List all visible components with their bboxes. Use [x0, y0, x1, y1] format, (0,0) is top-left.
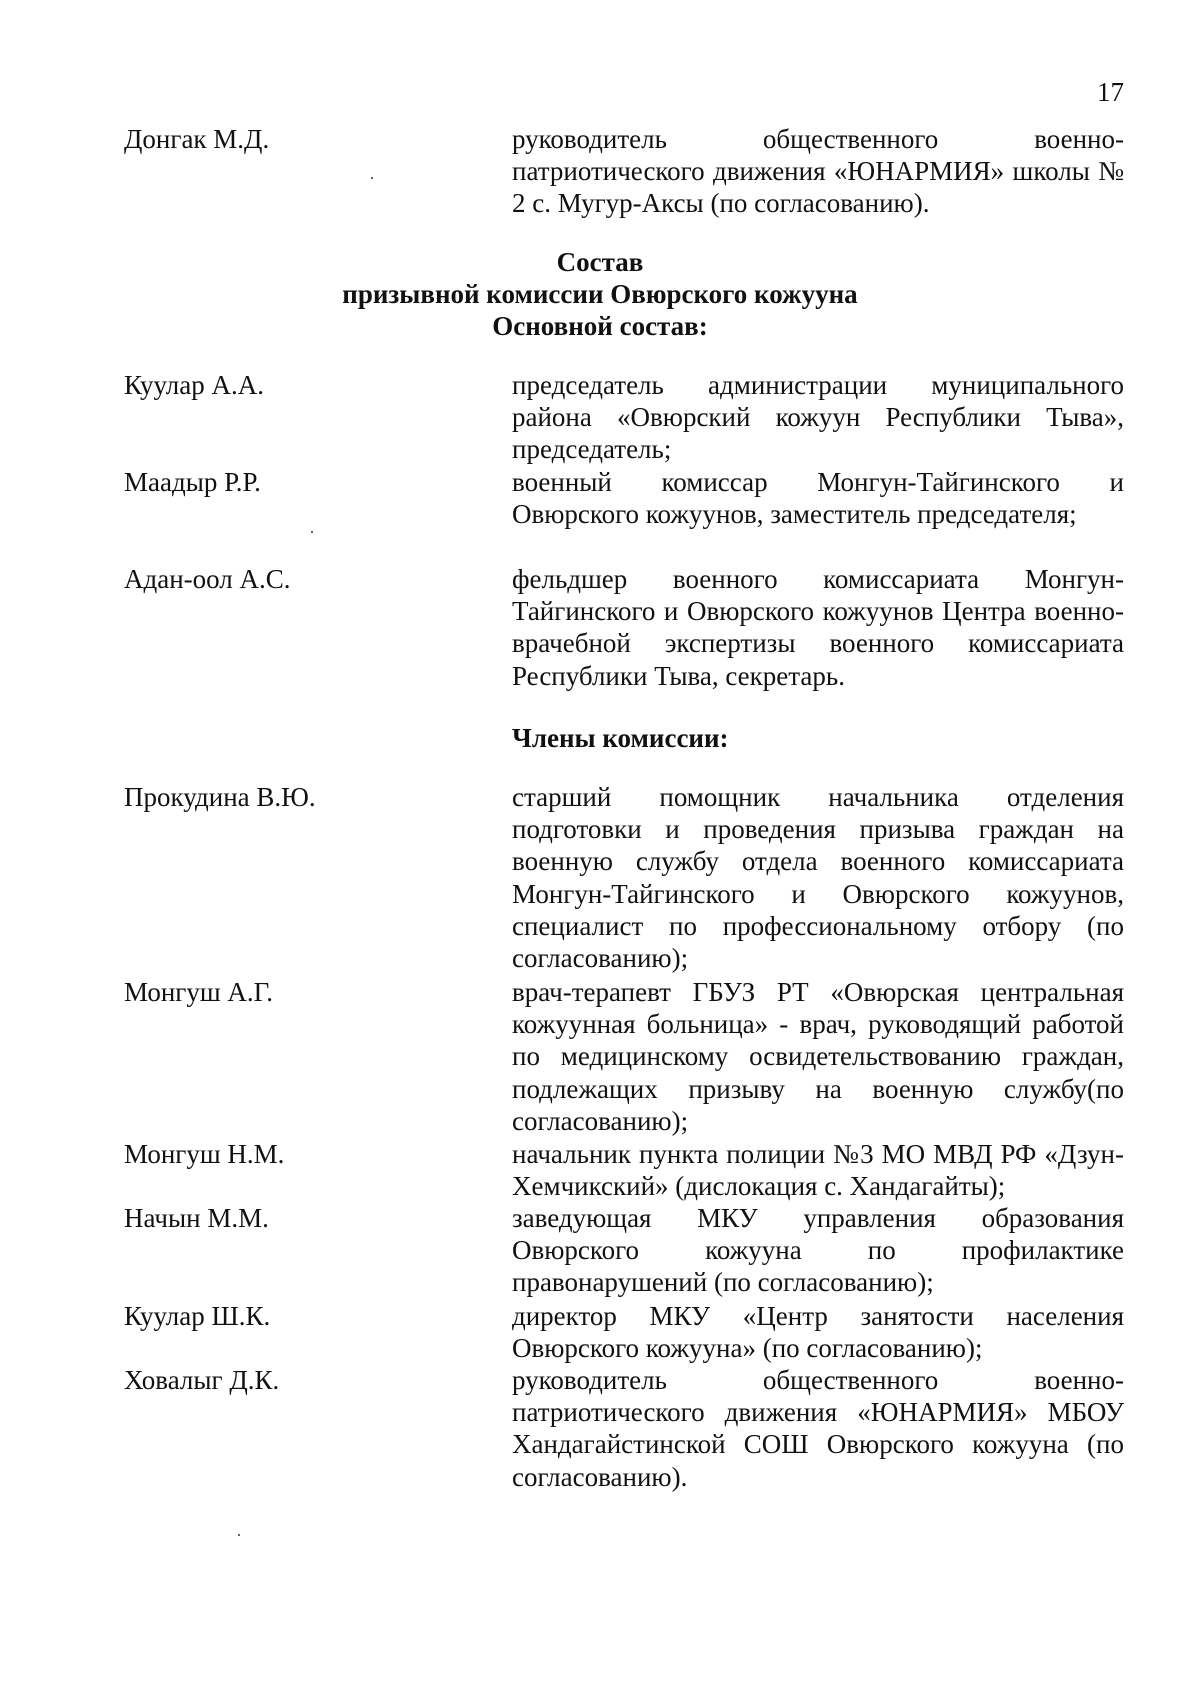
member-role: врач-терапевт ГБУЗ РТ «Овюрская центральная кожуунная больница» - врач, руководящий работой по медицинскому освидетельствованию граждан, подлежащих призыву на военную службу(по согласованию); [512, 977, 1124, 1136]
member-role: председатель администрации муниципального района «Овюрский кожуун Республики Тыва», председатель; [512, 370, 1124, 465]
scan-speck [371, 177, 373, 179]
member-role: фельдшер военного комиссариата Монгун-Тайгинского и Овюрского кожуунов Центра военно-врачебной экспертизы военного комиссариата Республики Тыва, секретарь. [512, 564, 1124, 691]
member-name: Адан-оол А.С. [124, 564, 291, 594]
heading-line-2: призывной комиссии Овюрского кожууна [342, 279, 858, 310]
commission-heading [0, 246, 1200, 343]
member-name: Прокудина В.Ю. [124, 782, 316, 812]
heading-line-1: Состав [556, 247, 644, 277]
page-number: 17 [1097, 77, 1124, 107]
member-name: Монгуш А.Г. [124, 977, 273, 1007]
member-role: начальник пункта полиции №3 МО МВД РФ «Дзун-Хемчикский» (дислокация с. Хандагайты); [512, 1139, 1124, 1202]
scan-speck [311, 531, 313, 533]
member-name: Куулар А.А. [124, 370, 264, 400]
members-heading: Члены комиссии: [512, 723, 729, 753]
member-role: военный комиссар Монгун-Тайгинского и Овюрского кожуунов, заместитель председателя; [512, 467, 1124, 530]
member-name: Куулар Ш.К. [124, 1301, 271, 1331]
member-name: Ховалыг Д.К. [124, 1365, 280, 1395]
member-role: руководитель общественного военно-патриотического движения «ЮНАРМИЯ» школы № 2 с. Мугур-Аксы (по согласованию). [512, 124, 1124, 219]
member-name: Начын М.М. [124, 1203, 269, 1233]
member-role: старший помощник начальника отделения подготовки и проведения призыва граждан на военную службу отдела военного комиссариата Монгун-Тайгинского и Овюрского кожуунов, специалист по профессиональному отбору (по согласованию); [512, 782, 1124, 974]
member-name: Донгак М.Д. [124, 124, 270, 154]
heading-line-3: Основной состав: [492, 311, 708, 342]
member-role: руководитель общественного военно-патриотического движения «ЮНАРМИЯ» МБОУ Хандагайстинской СОШ Овюрского кожууна (по согласованию). [512, 1365, 1124, 1492]
member-name: Маадыр Р.Р. [124, 467, 261, 497]
member-role: директор МКУ «Центр занятости населения Овюрского кожууна» (по согласованию); [512, 1301, 1124, 1364]
member-name: Монгуш Н.М. [124, 1139, 285, 1169]
member-role: заведующая МКУ управления образования Овюрского кожууна по профилактике правонарушений (по согласованию); [512, 1203, 1124, 1298]
scan-speck [238, 1534, 240, 1536]
